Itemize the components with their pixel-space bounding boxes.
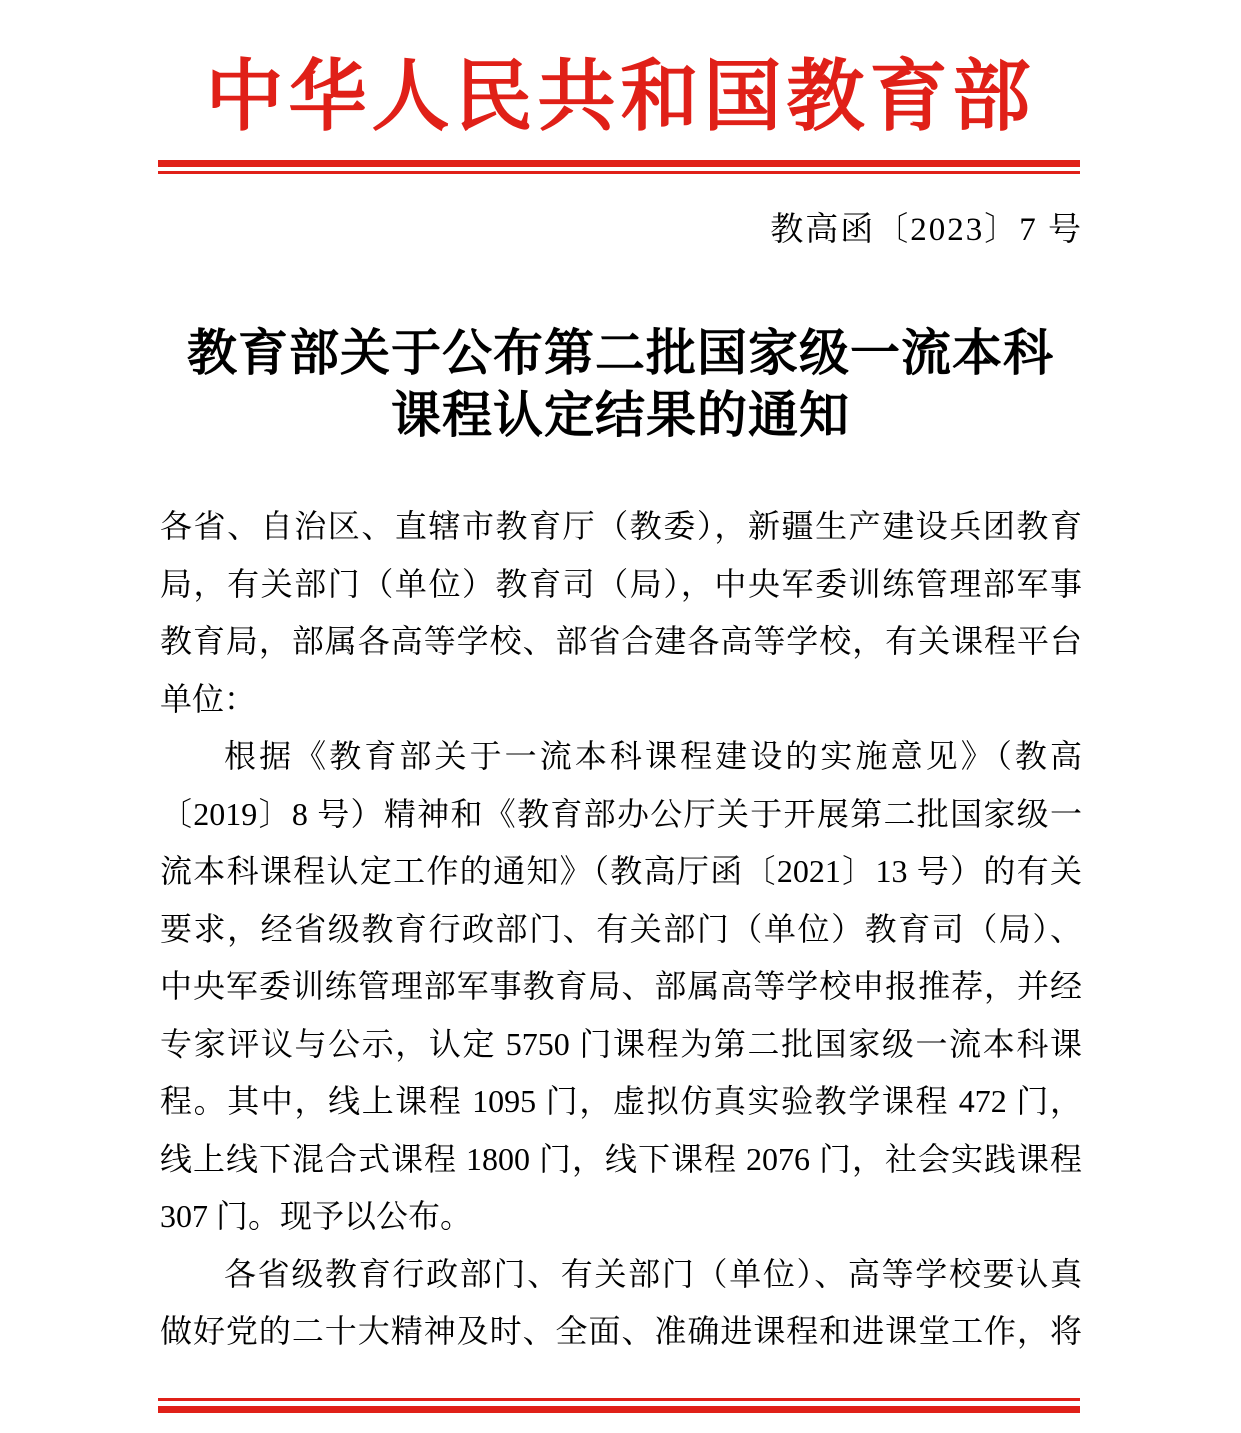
body-line: 专家评议与公示，认定 5750 门课程为第二批国家级一流本科课: [160, 1025, 1082, 1062]
bottom-rule-thin: [158, 1398, 1080, 1401]
body-line: 中央军委训练管理部军事教育局、部属高等学校申报推荐，并经: [160, 968, 1082, 1004]
body-line: 各省级教育行政部门、有关部门（单位）、高等学校要认真: [224, 1255, 1082, 1292]
document-title-line2: 课程认定结果的通知: [391, 387, 850, 443]
top-rule-thin: [158, 171, 1080, 174]
body-line: 局，有关部门（单位）教育司（局），中央军委训练管理部军事: [160, 565, 1082, 602]
top-rule-thick: [158, 160, 1080, 167]
body-line: 程。其中，线上课程 1095 门，虚拟仿真实验教学课程 472 门，: [160, 1083, 1082, 1119]
body-line: 〔2019〕8 号）精神和《教育部办公厅关于开展第二批国家级一: [160, 795, 1082, 832]
body-line: 单位：: [160, 680, 257, 717]
body-text: [160, 498, 1082, 1361]
document-title-line1: 教育部关于公布第二批国家级一流本科: [187, 325, 1054, 381]
body-line: 教育局，部属各高等学校、部省合建各高等学校，有关课程平台: [160, 623, 1082, 659]
body-line: 做好党的二十大精神及时、全面、准确进课程和进课堂工作，将: [160, 1313, 1082, 1349]
body-line: 各省、自治区、直辖市教育厅（教委），新疆生产建设兵团教育: [160, 508, 1082, 544]
document-number: 教高函〔2023〕7 号: [770, 212, 1083, 248]
body-line: 根据《教育部关于一流本科课程建设的实施意见》（教高: [224, 738, 1082, 774]
body-line: 线上线下混合式课程 1800 门，线下课程 2076 门，社会实践课程: [160, 1140, 1082, 1177]
document-title: [0, 322, 1241, 446]
body-line: 流本科课程认定工作的通知》（教高厅函〔2021〕13 号）的有关: [160, 853, 1082, 889]
body-line: 要求，经省级教育行政部门、有关部门（单位）教育司（局）、: [160, 910, 1082, 947]
bottom-rule-thick: [158, 1406, 1080, 1413]
body-line: 307 门。现予以公布。: [160, 1198, 473, 1234]
letterhead-title: 中华人民共和国教育部: [205, 53, 1036, 140]
